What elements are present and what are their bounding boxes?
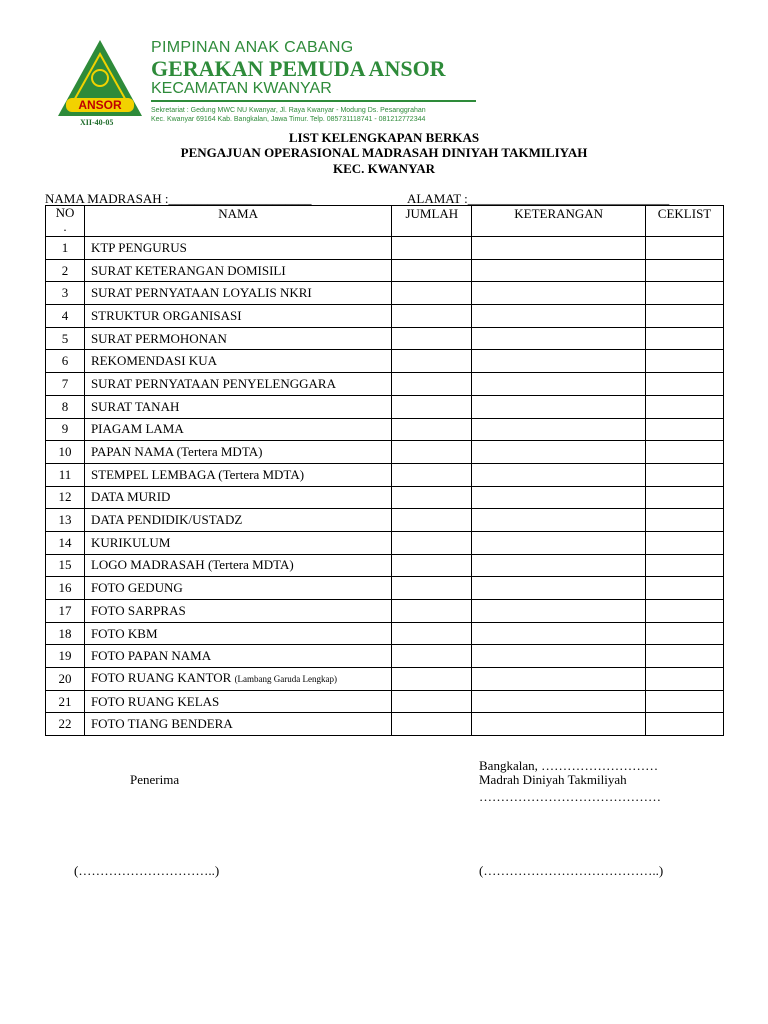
table-row: [46, 305, 724, 328]
table-row: [46, 282, 724, 305]
doc-title-line3: KEC. KWANYAR: [332, 161, 436, 176]
row-no: 2: [46, 259, 85, 282]
jumlah-cell[interactable]: [392, 463, 472, 486]
row-no: 5: [46, 327, 85, 350]
ceklist-cell[interactable]: [646, 418, 724, 441]
ceklist-cell[interactable]: [646, 282, 724, 305]
ceklist-cell[interactable]: [646, 486, 724, 509]
row-nama-main: FOTO RUANG KANTOR: [90, 670, 232, 686]
keterangan-cell[interactable]: [472, 327, 646, 350]
ceklist-cell[interactable]: [646, 327, 724, 350]
row-no: 14: [46, 531, 85, 554]
jumlah-cell[interactable]: [392, 282, 472, 305]
signature-org: Madrah Diniyah Takmiliyah: [479, 772, 627, 787]
jumlah-cell[interactable]: [392, 645, 472, 668]
jumlah-cell[interactable]: [392, 509, 472, 532]
letterhead-line3: KECAMATAN KWANYAR: [151, 80, 332, 97]
keterangan-cell[interactable]: [472, 373, 646, 396]
keterangan-cell[interactable]: [472, 486, 646, 509]
table-row: [46, 554, 724, 577]
row-nama: STRUKTUR ORGANISASI: [84, 305, 391, 328]
row-no: 10: [46, 441, 85, 464]
row-nama: SURAT TANAH: [84, 395, 391, 418]
ceklist-cell[interactable]: [646, 350, 724, 373]
jumlah-cell[interactable]: [392, 259, 472, 282]
row-no: 15: [46, 554, 85, 577]
jumlah-cell[interactable]: [392, 395, 472, 418]
ceklist-cell[interactable]: [646, 395, 724, 418]
row-no: 17: [46, 600, 85, 623]
row-nama-note: (Lambang Garuda Lengkap): [234, 674, 338, 685]
keterangan-cell[interactable]: [472, 577, 646, 600]
doc-title-line1: LIST KELENGKAPAN BERKAS: [288, 130, 480, 145]
row-nama: KTP PENGURUS: [84, 237, 391, 260]
ansor-logo: [56, 38, 144, 118]
ceklist-cell[interactable]: [646, 645, 724, 668]
row-nama: PAPAN NAMA (Tertera MDTA): [84, 441, 391, 464]
table-header-row: [46, 206, 724, 237]
doc-title-line2: PENGAJUAN OPERASIONAL MADRASAH DINIYAH TAKMILIYAH: [180, 145, 588, 160]
keterangan-cell[interactable]: [472, 463, 646, 486]
table-row: [46, 690, 724, 713]
row-nama: FOTO GEDUNG: [84, 577, 391, 600]
signature-org-blank: ……………………………………: [479, 789, 661, 804]
row-no: 4: [46, 305, 85, 328]
signer-name-blank: (…………………………………..): [479, 863, 664, 878]
row-no: 20: [46, 668, 85, 691]
row-no: 16: [46, 577, 85, 600]
row-no: 8: [46, 395, 85, 418]
table-row: [46, 373, 724, 396]
ceklist-cell[interactable]: [646, 441, 724, 464]
letterhead-code: XII-40-05: [80, 118, 114, 127]
row-nama: DATA MURID: [84, 486, 391, 509]
ceklist-cell[interactable]: [646, 509, 724, 532]
row-nama: STEMPEL LEMBAGA (Tertera MDTA): [84, 463, 391, 486]
row-no: 12: [46, 486, 85, 509]
jumlah-cell[interactable]: [392, 713, 472, 736]
table-row: [46, 441, 724, 464]
keterangan-cell[interactable]: [472, 690, 646, 713]
ceklist-cell[interactable]: [646, 690, 724, 713]
row-no: 18: [46, 622, 85, 645]
ceklist-cell[interactable]: [646, 259, 724, 282]
row-no: 11: [46, 463, 85, 486]
place-date: Bangkalan, ………………………: [479, 758, 659, 773]
header-no: NO .: [46, 206, 85, 237]
row-no: 9: [46, 418, 85, 441]
row-nama: KURIKULUM: [84, 531, 391, 554]
receiver-label: Penerima: [130, 772, 180, 787]
row-no: 13: [46, 509, 85, 532]
jumlah-cell[interactable]: [392, 237, 472, 260]
table-row: [46, 531, 724, 554]
keterangan-cell[interactable]: [472, 418, 646, 441]
row-nama: SURAT PERNYATAAN PENYELENGGARA: [84, 373, 391, 396]
ceklist-cell[interactable]: [646, 305, 724, 328]
row-nama: DATA PENDIDIK/USTADZ: [84, 509, 391, 532]
table-row: [46, 600, 724, 623]
row-nama: SURAT KETERANGAN DOMISILI: [84, 259, 391, 282]
keterangan-cell[interactable]: [472, 645, 646, 668]
row-no: 3: [46, 282, 85, 305]
table-row: [46, 350, 724, 373]
jumlah-cell[interactable]: [392, 600, 472, 623]
address-line2: Kec. Kwanyar 69164 Kab. Bangkalan, Jawa Timur. Telp. 085731118741 - 081212772344: [151, 116, 426, 123]
ceklist-cell[interactable]: [646, 554, 724, 577]
ceklist-cell[interactable]: [646, 531, 724, 554]
keterangan-cell[interactable]: [472, 237, 646, 260]
table-row: [46, 486, 724, 509]
jumlah-cell[interactable]: [392, 305, 472, 328]
ceklist-cell[interactable]: [646, 577, 724, 600]
document-checklist-table: [45, 205, 724, 736]
keterangan-cell[interactable]: [472, 622, 646, 645]
ceklist-cell[interactable]: [646, 668, 724, 691]
nama-madrasah-field[interactable]: NAMA MADRASAH :______________________: [45, 191, 312, 206]
letterhead-address: [151, 106, 426, 124]
table-row: [46, 645, 724, 668]
table-row: [46, 259, 724, 282]
jumlah-cell[interactable]: [392, 350, 472, 373]
row-nama: FOTO KBM: [84, 622, 391, 645]
jumlah-cell[interactable]: [392, 577, 472, 600]
table-row: [46, 713, 724, 736]
keterangan-cell[interactable]: [472, 350, 646, 373]
address-line1: Sekretariat : Gedung MWC NU Kwanyar, Jl. Raya Kwanyar - Modung Ds. Pesanggrahan: [151, 107, 426, 114]
row-nama: FOTO TIANG BENDERA: [84, 713, 391, 736]
table-row: [46, 668, 724, 691]
letterhead-divider: [151, 100, 476, 102]
table-row: [46, 463, 724, 486]
header-ceklist: CEKLIST: [646, 206, 724, 237]
keterangan-cell[interactable]: [472, 668, 646, 691]
table-row: [46, 418, 724, 441]
row-no: 19: [46, 645, 85, 668]
keterangan-cell[interactable]: [472, 441, 646, 464]
table-row: [46, 395, 724, 418]
jumlah-cell[interactable]: [392, 554, 472, 577]
jumlah-cell[interactable]: [392, 668, 472, 691]
table-row: [46, 577, 724, 600]
ceklist-cell[interactable]: [646, 463, 724, 486]
logo-text: ANSOR: [78, 98, 122, 112]
keterangan-cell[interactable]: [472, 395, 646, 418]
row-nama: FOTO RUANG KELAS: [84, 690, 391, 713]
keterangan-cell[interactable]: [472, 259, 646, 282]
jumlah-cell[interactable]: [392, 622, 472, 645]
keterangan-cell[interactable]: [472, 305, 646, 328]
table-row: [46, 237, 724, 260]
letterhead-line1: PIMPINAN ANAK CABANG: [151, 39, 354, 56]
ceklist-cell[interactable]: [646, 237, 724, 260]
row-no: 21: [46, 690, 85, 713]
jumlah-cell[interactable]: [392, 418, 472, 441]
row-nama: FOTO PAPAN NAMA: [84, 645, 391, 668]
row-no: 6: [46, 350, 85, 373]
header-nama: NAMA: [84, 206, 391, 237]
table-row: [46, 509, 724, 532]
header-jumlah: JUMLAH: [392, 206, 472, 237]
keterangan-cell[interactable]: [472, 713, 646, 736]
ceklist-cell[interactable]: [646, 622, 724, 645]
row-nama: [84, 668, 391, 691]
jumlah-cell[interactable]: [392, 327, 472, 350]
jumlah-cell[interactable]: [392, 531, 472, 554]
jumlah-cell[interactable]: [392, 441, 472, 464]
letterhead-line2: GERAKAN PEMUDA ANSOR: [151, 56, 446, 81]
receiver-name-blank: (…………………………..): [74, 863, 220, 878]
row-nama: SURAT PERNYATAAN LOYALIS NKRI: [84, 282, 391, 305]
row-nama: FOTO SARPRAS: [84, 600, 391, 623]
row-no: 22: [46, 713, 85, 736]
ceklist-cell[interactable]: [646, 373, 724, 396]
jumlah-cell[interactable]: [392, 373, 472, 396]
header-keterangan: KETERANGAN: [472, 206, 646, 237]
row-nama: REKOMENDASI KUA: [84, 350, 391, 373]
table-row: [46, 622, 724, 645]
keterangan-cell[interactable]: [472, 531, 646, 554]
ceklist-cell[interactable]: [646, 713, 724, 736]
table-row: [46, 327, 724, 350]
row-no: 1: [46, 237, 85, 260]
row-nama: LOGO MADRASAH (Tertera MDTA): [84, 554, 391, 577]
keterangan-cell[interactable]: [472, 282, 646, 305]
keterangan-cell[interactable]: [472, 554, 646, 577]
keterangan-cell[interactable]: [472, 509, 646, 532]
row-nama: PIAGAM LAMA: [84, 418, 391, 441]
jumlah-cell[interactable]: [392, 486, 472, 509]
row-nama: SURAT PERMOHONAN: [84, 327, 391, 350]
alamat-field[interactable]: ALAMAT :_______________________________: [407, 191, 670, 206]
ceklist-cell[interactable]: [646, 600, 724, 623]
keterangan-cell[interactable]: [472, 600, 646, 623]
jumlah-cell[interactable]: [392, 690, 472, 713]
row-no: 7: [46, 373, 85, 396]
